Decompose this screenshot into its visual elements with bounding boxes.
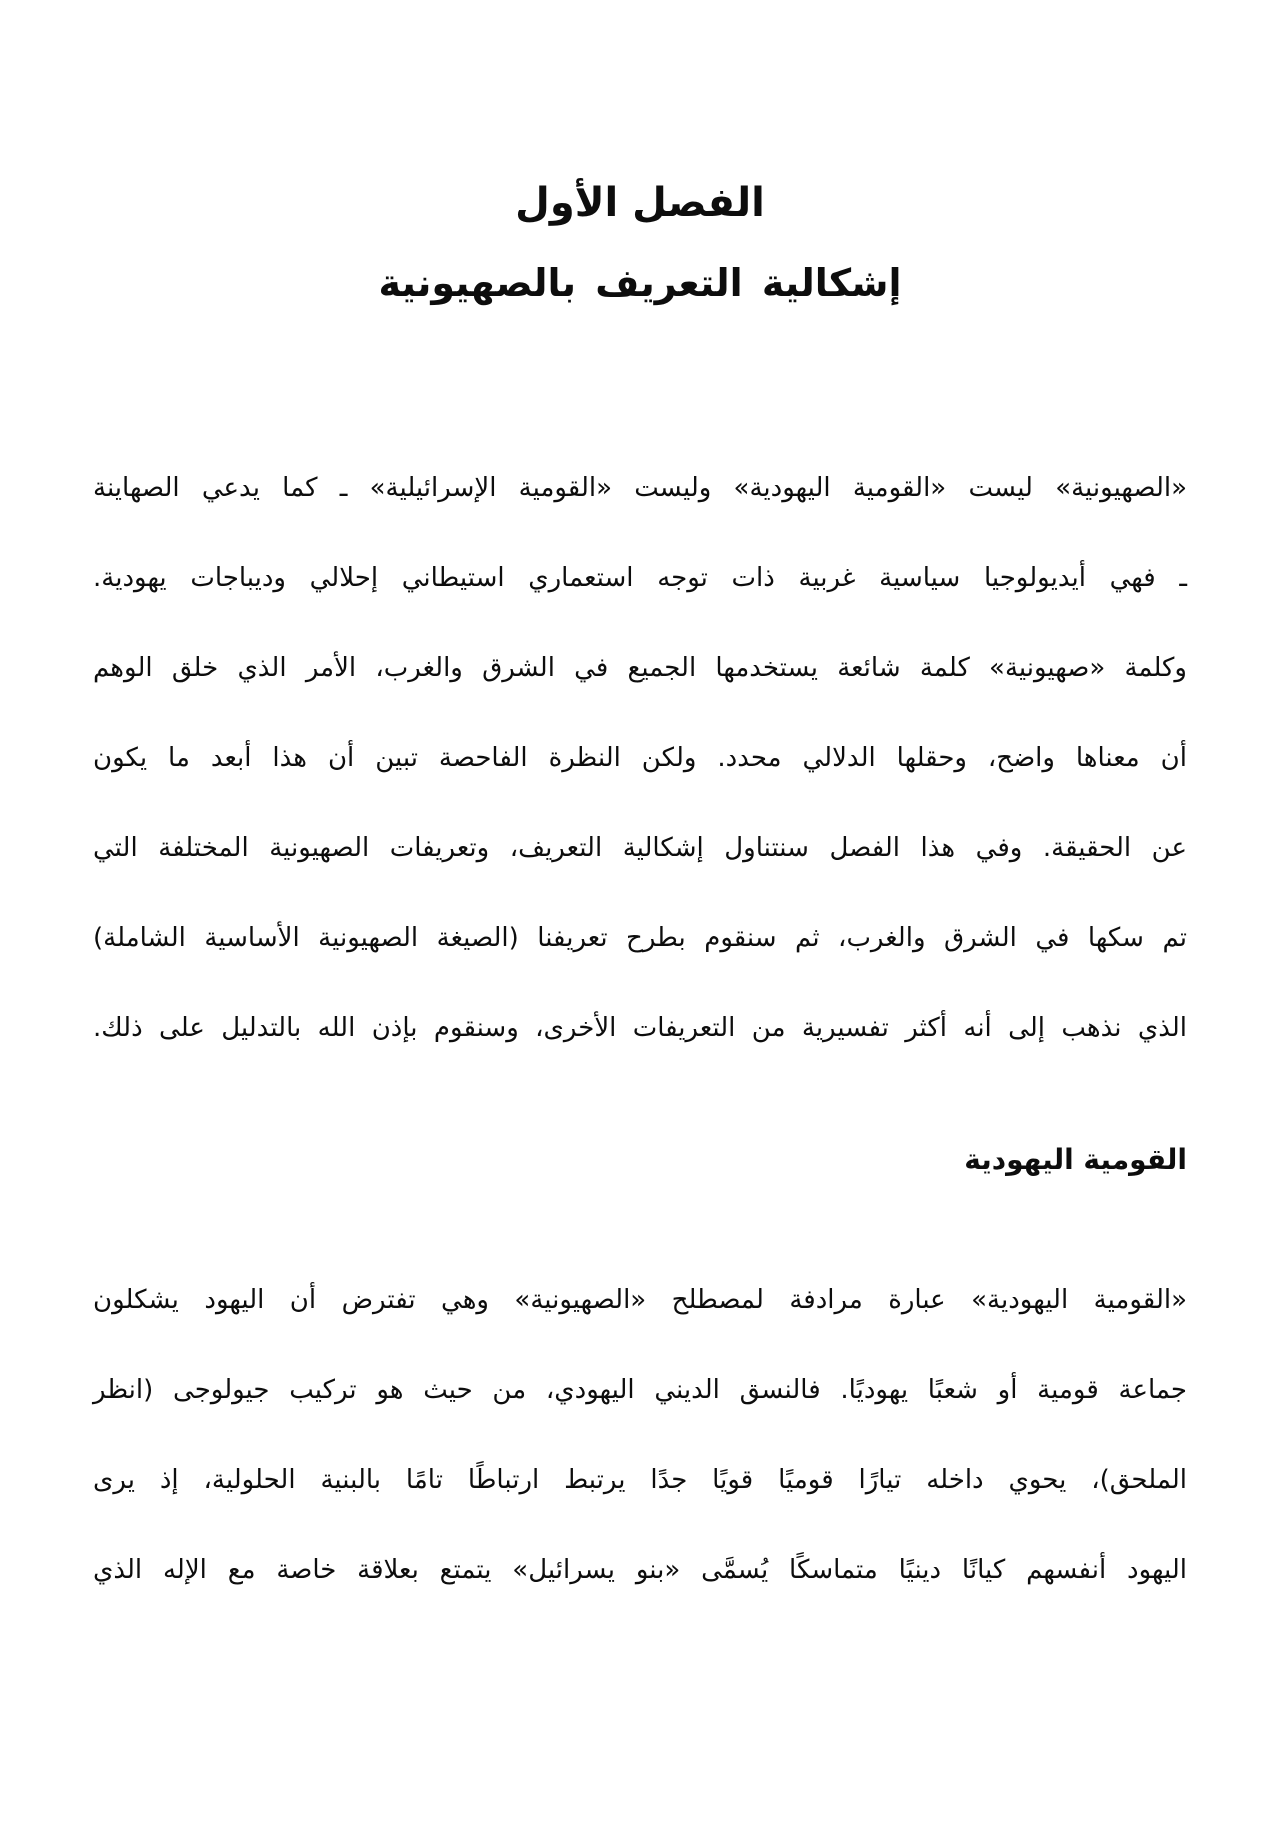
section-paragraph (93, 1255, 1187, 1615)
intro-paragraph-line: أن معناها واضح، وحقلها الدلالي محدد. ولكن النظرة الفاحصة تبين أن هذا أبعد ما يكون (93, 743, 1187, 773)
section-heading: القومية اليهودية (964, 1143, 1187, 1176)
intro-paragraph-line: تم سكها في الشرق والغرب، ثم سنقوم بطرح تعريفنا (الصيغة الصهيونية الأساسية الشاملة) (93, 923, 1187, 953)
intro-paragraph-line: وكلمة «صهيونية» كلمة شائعة يستخدمها الجميع في الشرق والغرب، الأمر الذي خلق الوهم (93, 653, 1187, 683)
intro-paragraph (93, 443, 1187, 1073)
chapter-title: الفصل الأول (515, 180, 765, 226)
section-paragraph-line: جماعة قومية أو شعبًا يهوديًا. فالنسق الديني اليهودي، من حيث هو تركيب جيولوجى (انظر (93, 1375, 1187, 1405)
intro-paragraph-line: الذي نذهب إلى أنه أكثر تفسيرية من التعريفات الأخرى، وسنقوم بإذن الله بالتدليل على ذلك. (93, 1013, 1187, 1043)
intro-paragraph-line: عن الحقيقة. وفي هذا الفصل سنتناول إشكالية التعريف، وتعريفات الصهيونية المختلفة التي (93, 833, 1187, 863)
intro-paragraph-line: «الصهيونية» ليست «القومية اليهودية» وليست «القومية الإسرائيلية» ـ كما يدعي الصهاينة (93, 473, 1187, 503)
section-paragraph-line: الملحق)، يحوي داخله تيارًا قوميًا قويًا جدًا يرتبط ارتباطًا تامًا بالبنية الحلولية، إذ يرى (93, 1465, 1187, 1495)
chapter-subtitle: إشكالية التعريف بالصهيونية (378, 261, 902, 305)
section-paragraph-line: «القومية اليهودية» عبارة مرادفة لمصطلح «الصهيونية» وهي تفترض أن اليهود يشكلون (93, 1285, 1187, 1315)
section-paragraph-line: اليهود أنفسهم كيانًا دينيًا متماسكًا يُسمَّى «بنو يسرائيل» يتمتع بعلاقة خاصة مع الإله الذي (93, 1555, 1187, 1585)
intro-paragraph-line: ـ فهي أيديولوجيا سياسية غربية ذات توجه استعماري استيطاني إحلالي وديباجات يهودية. (93, 563, 1187, 593)
